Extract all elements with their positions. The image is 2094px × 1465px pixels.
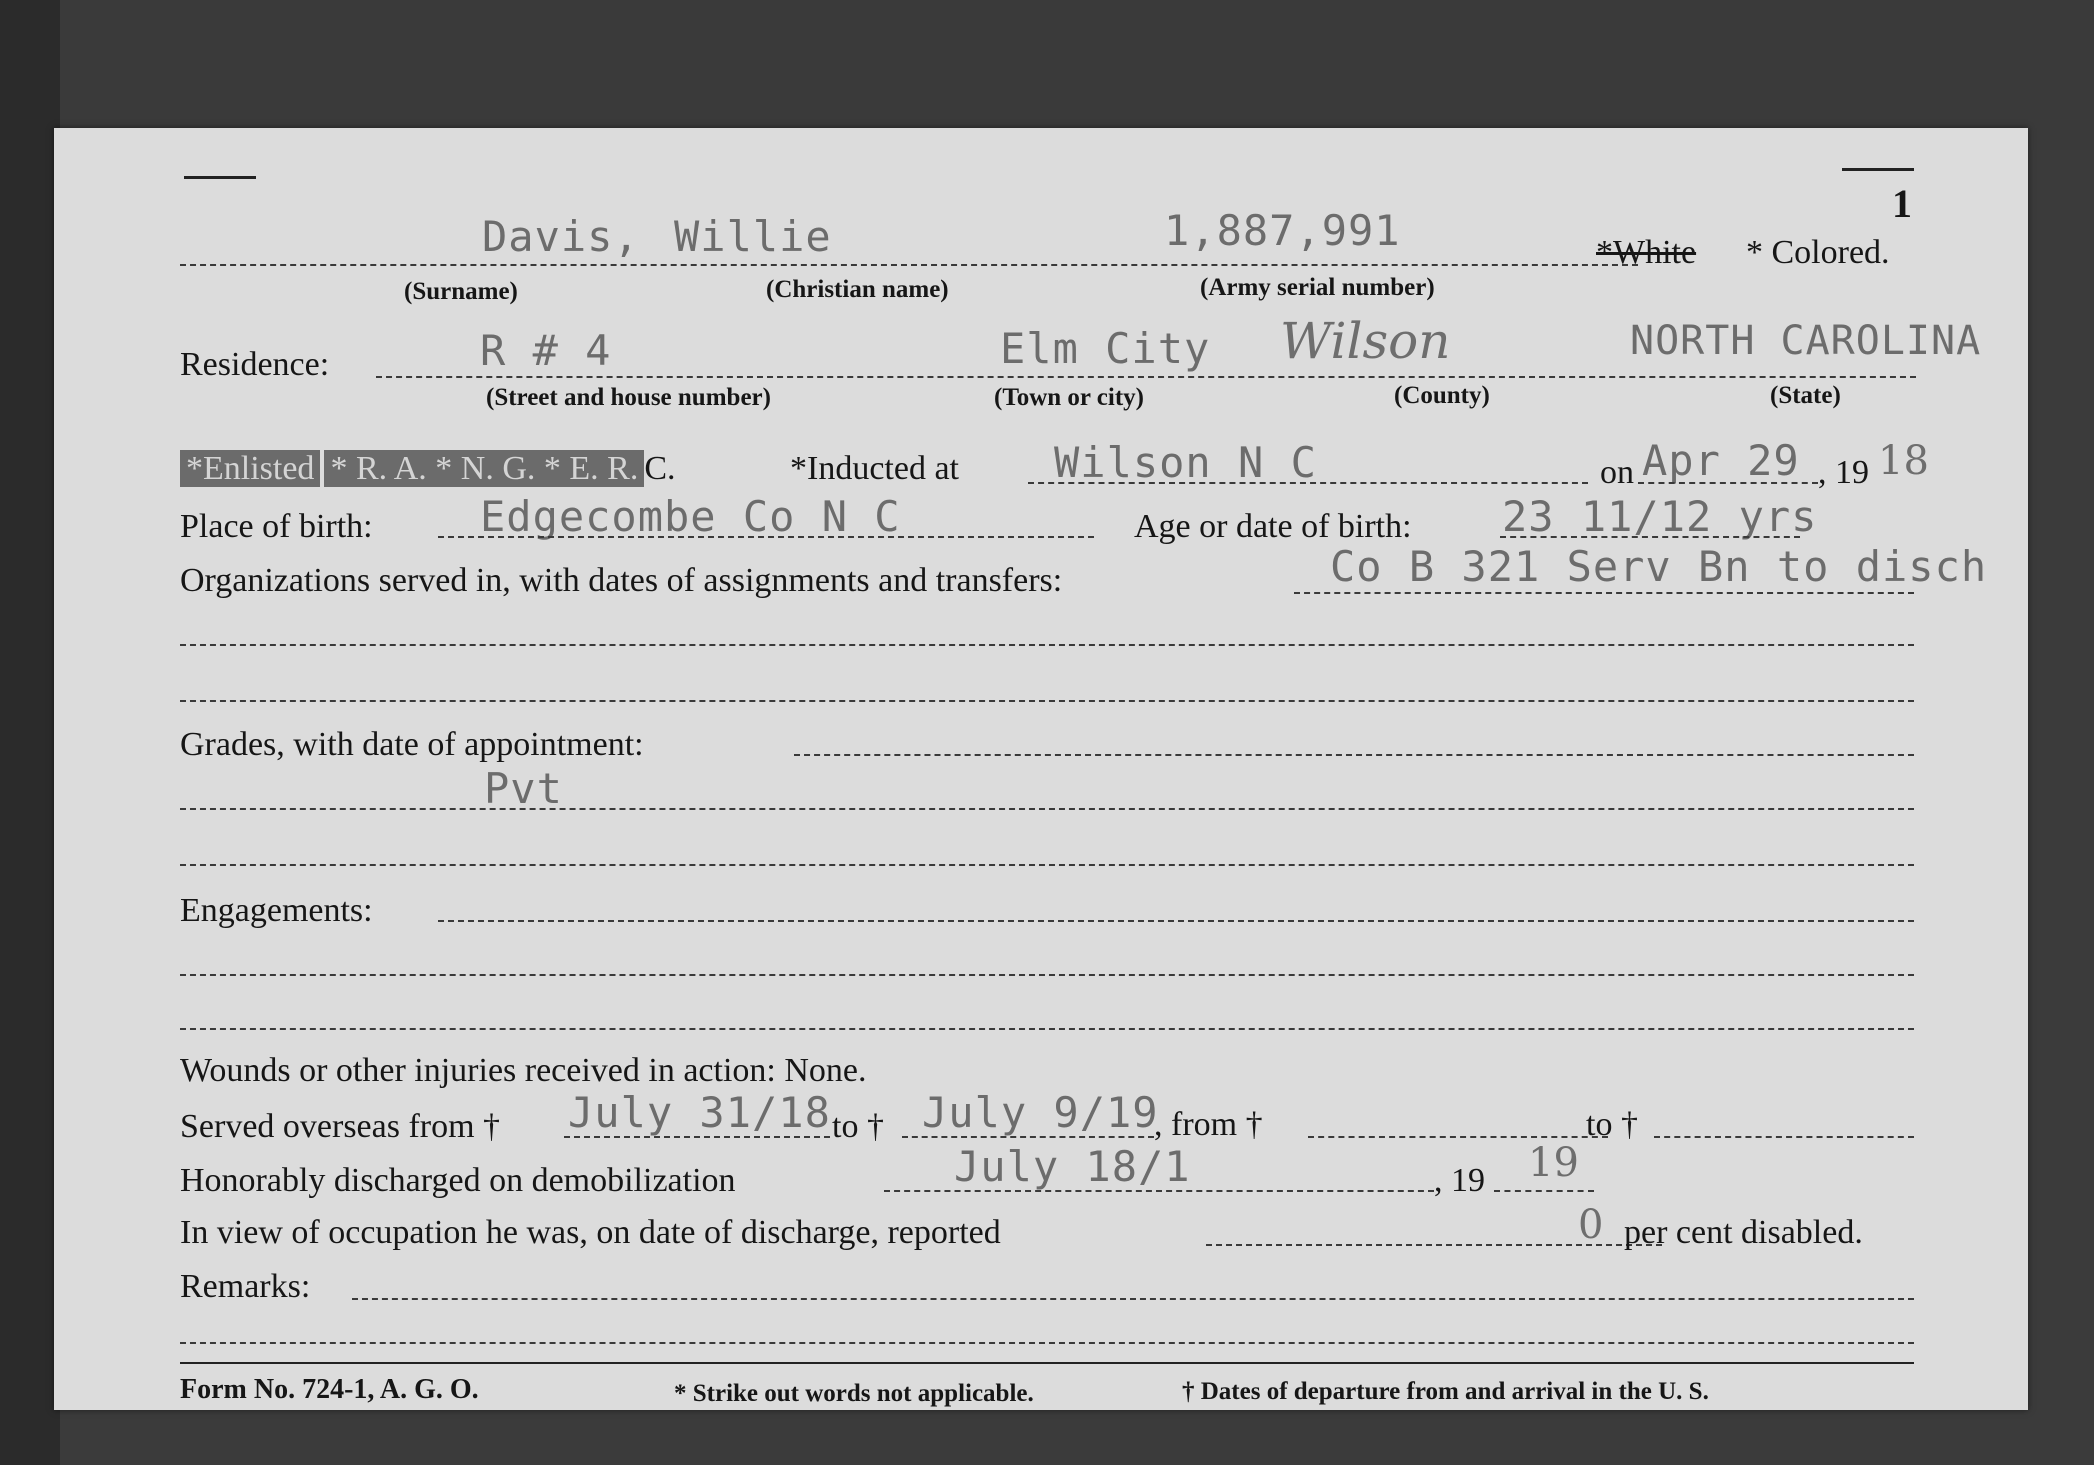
top-left-rule <box>184 176 256 179</box>
grades-line-3 <box>180 864 1914 866</box>
second-from-line <box>1308 1136 1608 1138</box>
overseas-to-line <box>902 1136 1154 1138</box>
overseas-label: Served overseas from † <box>180 1108 501 1145</box>
top-right-rule <box>1842 168 1914 171</box>
disability-value: 0 <box>1578 1202 1604 1248</box>
from-label: , from † <box>1154 1106 1263 1143</box>
christian-name-caption: (Christian name) <box>766 276 949 303</box>
organizations-line-2 <box>180 644 1914 646</box>
grades-line-2 <box>180 808 1914 810</box>
serial-number-caption: (Army serial number) <box>1200 274 1435 301</box>
services-tail: C. <box>644 450 676 487</box>
birthplace-label: Place of birth: <box>180 508 373 545</box>
state-value: NORTH CAROLINA <box>1630 318 1982 364</box>
inducted-place-value: Wilson N C <box>1054 438 1317 487</box>
discharge-year-line <box>1494 1190 1594 1192</box>
serial-number-value: 1,887,991 <box>1164 206 1401 255</box>
form-number: Form No. 724-1, A. G. O. <box>180 1374 479 1405</box>
town-value: Elm City <box>1000 324 1211 373</box>
card-number: 1 <box>1892 181 1912 226</box>
remarks-line-2 <box>180 1342 1914 1344</box>
background-left <box>0 0 60 1465</box>
grades-label: Grades, with date of appointment: <box>180 726 644 763</box>
enlistment-line <box>180 450 676 488</box>
inducted-line <box>1028 482 1588 484</box>
to-label: to † <box>832 1108 884 1145</box>
remarks-line-1 <box>352 1298 1914 1300</box>
discharge-date-value: July 18/1 <box>954 1142 1191 1191</box>
dates-footnote: † Dates of departure from and arrival in the U. S. <box>1182 1378 1709 1405</box>
discharge-year-prefix: , 19 <box>1434 1162 1485 1199</box>
year-prefix: , 19 <box>1818 454 1869 491</box>
footer-rule <box>180 1362 1914 1364</box>
name-line <box>180 264 1638 266</box>
discharge-year-value: 19 <box>1528 1140 1579 1186</box>
service-record-card <box>54 128 2028 1410</box>
surname-caption: (Surname) <box>404 278 518 305</box>
surname-value: Davis, <box>482 212 640 261</box>
overseas-to-value: July 9/19 <box>922 1088 1159 1137</box>
grades-value: Pvt <box>484 764 563 813</box>
strike-out-footnote: * Strike out words not applicable. <box>674 1380 1034 1407</box>
service-branches-badge: * R. A. * N. G. * E. R. <box>324 450 644 487</box>
remarks-label: Remarks: <box>180 1268 311 1305</box>
discharge-label: Honorably discharged on demobilization <box>180 1162 736 1199</box>
street-value: R # 4 <box>480 326 612 375</box>
enlisted-badge: *Enlisted <box>180 450 320 487</box>
occupation-label: In view of occupation he was, on date of discharge, reported <box>180 1214 1001 1251</box>
disabled-label: per cent disabled. <box>1624 1214 1863 1251</box>
organizations-line-1 <box>1294 592 1914 594</box>
organizations-line-3 <box>180 700 1914 702</box>
county-caption: (County) <box>1394 382 1490 409</box>
race-colored: * Colored. <box>1746 234 1890 271</box>
wounds-label: Wounds or other injuries received in action: None. <box>180 1052 867 1089</box>
organizations-value: Co B 321 Serv Bn to disch <box>1330 542 1988 591</box>
engagements-line-3 <box>180 1028 1914 1030</box>
inducted-date-value: Apr 29 <box>1642 436 1800 485</box>
age-label: Age or date of birth: <box>1134 508 1412 545</box>
to-label-2: to † <box>1586 1106 1638 1143</box>
overseas-from-value: July 31/18 <box>568 1088 831 1137</box>
organizations-label: Organizations served in, with dates of assignments and transfers: <box>180 562 1063 599</box>
engagements-line-1 <box>438 920 1914 922</box>
street-caption: (Street and house number) <box>486 384 771 411</box>
engagements-line-2 <box>180 974 1914 976</box>
race-white-struck: *White <box>1596 234 1697 271</box>
residence-line <box>376 376 1916 378</box>
state-caption: (State) <box>1770 382 1841 409</box>
birthplace-value: Edgecombe Co N C <box>480 492 901 541</box>
overseas-from-line <box>564 1136 830 1138</box>
second-to-line <box>1654 1136 1914 1138</box>
town-caption: (Town or city) <box>994 384 1144 411</box>
engagements-label: Engagements: <box>180 892 373 929</box>
inducted-label: *Inducted at <box>790 450 959 487</box>
age-value: 23 11/12 yrs <box>1502 492 1818 541</box>
discharge-line <box>884 1190 1434 1192</box>
on-label: on <box>1600 454 1634 491</box>
christian-name-value: Willie <box>674 212 832 261</box>
county-value: Wilson <box>1280 312 1451 370</box>
grades-line-1 <box>794 754 1914 756</box>
inducted-year-value: 18 <box>1878 438 1929 484</box>
age-line <box>1500 536 1800 538</box>
inducted-date-line <box>1638 482 1818 484</box>
birthplace-line <box>438 536 1094 538</box>
residence-label: Residence: <box>180 346 330 383</box>
